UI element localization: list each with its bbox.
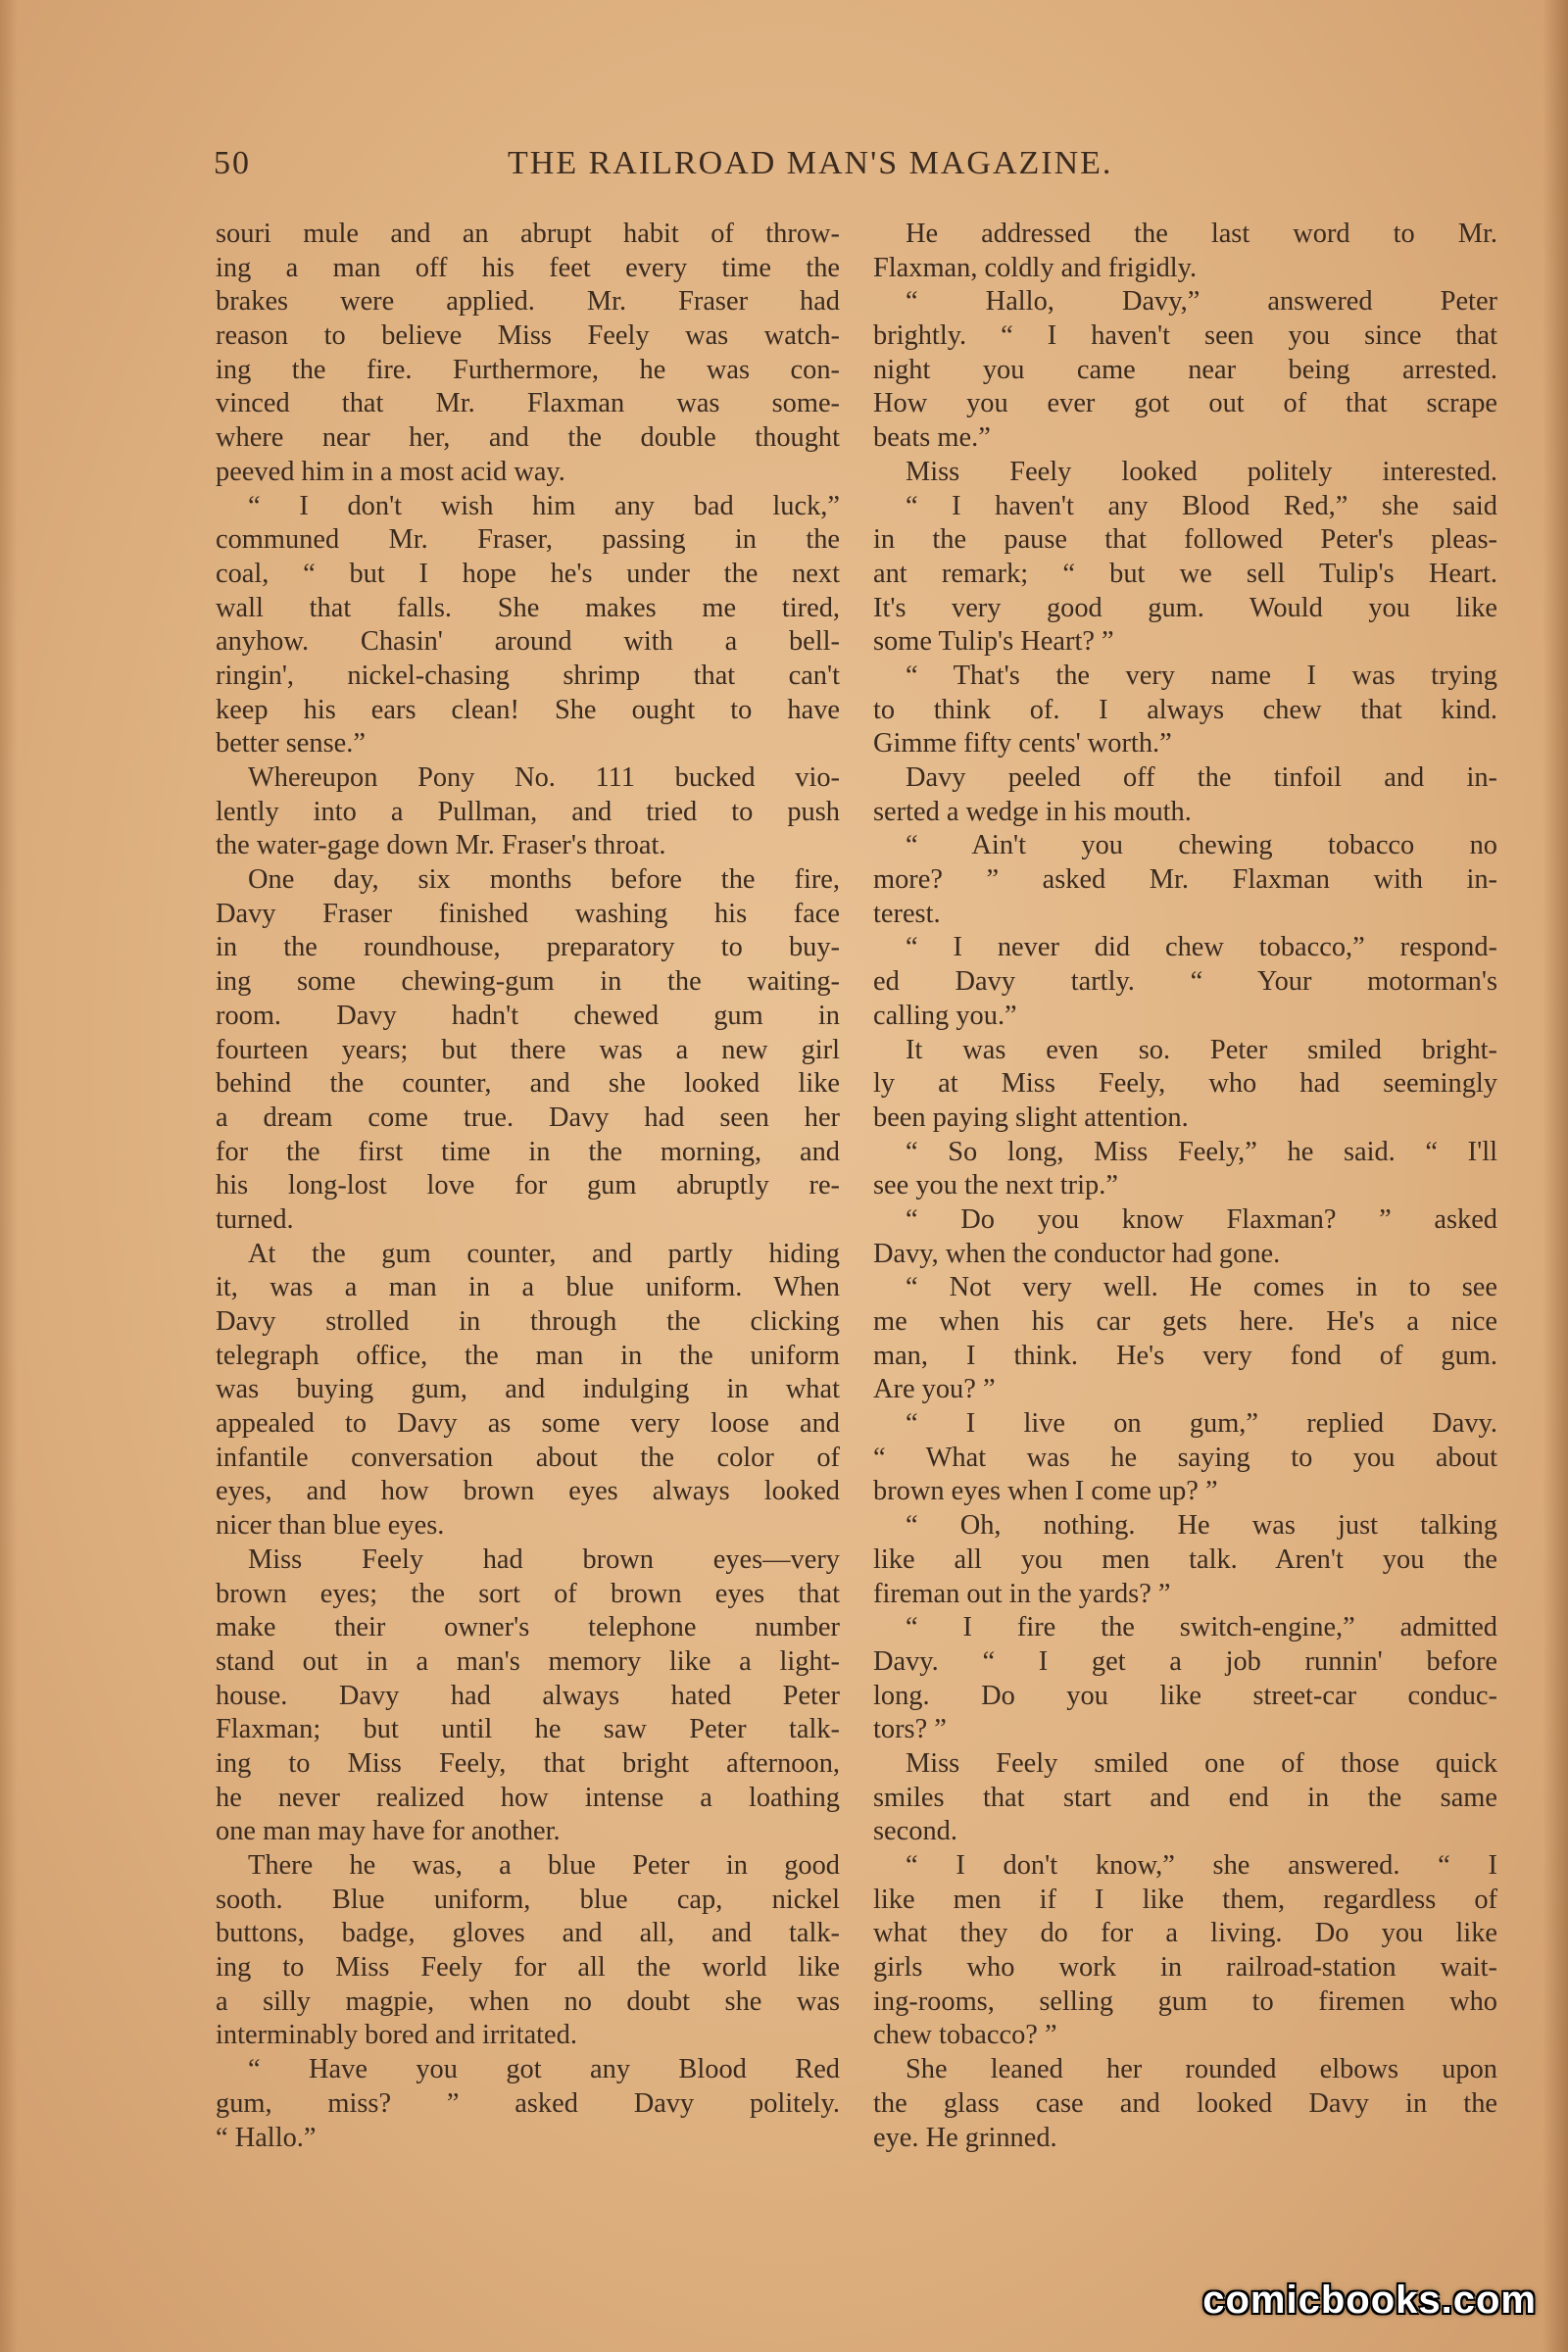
text-line: the glass case and looked Davy in the — [873, 2087, 1497, 2119]
right-text-column — [873, 218, 1497, 2155]
text-line: Davy Fraser finished washing his face — [216, 898, 840, 929]
text-line: chew tobacco? ” — [873, 2020, 1057, 2051]
page-edge-shadow-right — [1543, 0, 1568, 2352]
text-line: calling you.” — [873, 1000, 1017, 1031]
text-line: sooth. Blue uniform, blue cap, nickel — [216, 1884, 840, 1915]
text-line: eyes, and how brown eyes always looked — [216, 1476, 840, 1507]
text-line: what they do for a living. Do you like — [873, 1918, 1497, 1949]
text-line: Miss Feely looked politely interested. — [906, 456, 1497, 487]
text-line: brakes were applied. Mr. Fraser had — [216, 286, 840, 318]
text-line: me when his car gets here. He's a nice — [873, 1306, 1497, 1337]
text-line: gum, miss? ” asked Davy politely. — [216, 2087, 840, 2119]
text-line: ing-rooms, selling gum to firemen who — [873, 1985, 1497, 2017]
text-line: to think of. I always chew that kind. — [873, 694, 1497, 725]
text-line: behind the counter, and she looked like — [216, 1068, 840, 1100]
text-line: been paying slight attention. — [873, 1102, 1189, 1133]
text-line: “ I never did chew tobacco,” respond- — [906, 932, 1497, 963]
text-line: some Tulip's Heart? ” — [873, 626, 1114, 658]
text-line: Are you? ” — [873, 1374, 996, 1405]
text-line: At the gum counter, and partly hiding — [248, 1238, 840, 1269]
text-line: eye. He grinned. — [873, 2122, 1057, 2153]
text-line: make their owner's telephone number — [216, 1612, 840, 1643]
text-line: “ Ain't you chewing tobacco no — [906, 830, 1497, 861]
text-line: the water-gage down Mr. Fraser's throat. — [216, 830, 666, 861]
text-line: “ What was he saying to you about — [873, 1442, 1497, 1473]
text-line: reason to believe Miss Feely was watch- — [216, 320, 840, 352]
text-line: ringin', nickel-chasing shrimp that can't — [216, 660, 840, 691]
text-line: “ Hallo, Davy,” answered Peter — [906, 286, 1497, 318]
text-line: “ Do you know Flaxman? ” asked — [906, 1203, 1497, 1235]
text-line: one man may have for another. — [216, 1816, 561, 1847]
text-line: appealed to Davy as some very loose and — [216, 1408, 840, 1440]
text-line: brown eyes when I come up? ” — [873, 1476, 1218, 1507]
text-line: nicer than blue eyes. — [216, 1510, 445, 1542]
text-line: man, I think. He's very fond of gum. — [873, 1340, 1497, 1371]
text-line: It's very good gum. Would you like — [873, 592, 1497, 623]
text-line: telegraph office, the man in the uniform — [216, 1340, 840, 1371]
text-line: vinced that Mr. Flaxman was some- — [216, 388, 840, 419]
text-line: better sense.” — [216, 728, 366, 760]
text-line: She leaned her rounded elbows upon — [906, 2054, 1497, 2085]
text-line: like all you men talk. Aren't you the — [873, 1544, 1497, 1575]
text-line: see you the next trip.” — [873, 1170, 1118, 1201]
text-line: Davy peeled off the tinfoil and in- — [906, 762, 1497, 793]
text-line: Whereupon Pony No. 111 bucked vio- — [248, 762, 840, 793]
left-text-column — [216, 218, 840, 2155]
text-line: for the first time in the morning, and — [216, 1136, 840, 1167]
text-line: wall that falls. She makes me tired, — [216, 592, 840, 623]
text-line: keep his ears clean! She ought to have — [216, 694, 840, 725]
text-line: Davy strolled in through the clicking — [216, 1306, 840, 1337]
text-line: “ I fire the switch-engine,” admitted — [906, 1612, 1497, 1643]
text-line: where near her, and the double thought — [216, 422, 840, 454]
running-title: THE RAILROAD MAN'S MAGAZINE. — [508, 145, 1113, 181]
text-line: ing to Miss Feely, that bright afternoon, — [216, 1747, 840, 1779]
text-line: like men if I like them, regardless of — [873, 1884, 1497, 1915]
text-line: Gimme fifty cents' worth.” — [873, 728, 1172, 760]
page-edge-shadow-left — [0, 0, 18, 2352]
text-line: stand out in a man's memory like a light- — [216, 1645, 840, 1677]
text-line: house. Davy had always hated Peter — [216, 1680, 840, 1711]
text-line: beats me.” — [873, 422, 991, 454]
text-line: Flaxman; but until he saw Peter talk- — [216, 1714, 840, 1745]
text-line: Davy. “ I get a job runnin' before — [873, 1645, 1497, 1677]
text-line: Flaxman, coldly and frigidly. — [873, 252, 1198, 283]
text-line: coal, “ but I hope he's under the next — [216, 558, 840, 589]
text-line: in the roundhouse, preparatory to buy- — [216, 932, 840, 963]
text-line: “ I don't know,” she answered. “ I — [906, 1850, 1497, 1881]
text-line: smiles that start and end in the same — [873, 1782, 1497, 1813]
text-line: tors? ” — [873, 1714, 947, 1745]
text-line: ing the fire. Furthermore, he was con- — [216, 354, 840, 385]
text-line: turned. — [216, 1203, 294, 1235]
text-line: fourteen years; but there was a new girl — [216, 1034, 840, 1065]
text-line: “ Have you got any Blood Red — [248, 2054, 840, 2085]
text-line: ant remark; “ but we sell Tulip's Heart. — [873, 558, 1497, 589]
text-line: “ Oh, nothing. He was just talking — [906, 1510, 1497, 1542]
text-line: brightly. “ I haven't seen you since that — [873, 320, 1497, 352]
text-line: interminably bored and irritated. — [216, 2020, 577, 2051]
text-line: buttons, badge, gloves and all, and talk- — [216, 1918, 840, 1949]
text-line: There he was, a blue Peter in good — [248, 1850, 840, 1881]
text-line: his long-lost love for gum abruptly re- — [216, 1170, 840, 1201]
text-line: was buying gum, and indulging in what — [216, 1374, 840, 1405]
text-line: serted a wedge in his mouth. — [873, 796, 1192, 827]
text-line: Miss Feely had brown eyes—very — [248, 1544, 840, 1575]
text-line: second. — [873, 1816, 957, 1847]
text-line: more? ” asked Mr. Flaxman with in- — [873, 864, 1497, 896]
text-line: room. Davy hadn't chewed gum in — [216, 1000, 840, 1031]
text-line: ing some chewing-gum in the waiting- — [216, 966, 840, 998]
text-line: in the pause that followed Peter's pleas- — [873, 524, 1497, 556]
text-line: “ Not very well. He comes in to see — [906, 1272, 1497, 1303]
watermark-logo: comicbooks.com — [1202, 2278, 1537, 2322]
text-line: infantile conversation about the color of — [216, 1442, 840, 1473]
page-number: 50 — [214, 145, 251, 181]
text-line: brown eyes; the sort of brown eyes that — [216, 1578, 840, 1609]
text-line: anyhow. Chasin' around with a bell- — [216, 626, 840, 658]
text-line: it, was a man in a blue uniform. When — [216, 1272, 840, 1303]
text-line: ed Davy tartly. “ Your motorman's — [873, 966, 1497, 998]
text-line: How you ever got out of that scrape — [873, 388, 1497, 419]
text-line: peeved him in a most acid way. — [216, 456, 565, 487]
text-line: girls who work in railroad-station wait- — [873, 1952, 1497, 1984]
text-line: He addressed the last word to Mr. — [906, 219, 1497, 249]
text-line: long. Do you like street-car conduc- — [873, 1680, 1497, 1711]
text-line: communed Mr. Fraser, passing in the — [216, 524, 840, 556]
text-line: ing a man off his feet every time the — [216, 252, 840, 283]
text-line: “ That's the very name I was trying — [906, 660, 1497, 691]
text-line: Davy, when the conductor had gone. — [873, 1238, 1281, 1269]
text-line: ly at Miss Feely, who had seemingly — [873, 1068, 1497, 1100]
text-line: a silly magpie, when no doubt she was — [216, 1985, 840, 2017]
text-line: lently into a Pullman, and tried to push — [216, 796, 840, 827]
text-line: It was even so. Peter smiled bright- — [906, 1034, 1497, 1065]
text-line: “ I don't wish him any bad luck,” — [248, 490, 840, 521]
text-line: fireman out in the yards? ” — [873, 1578, 1171, 1609]
text-line: night you came near being arrested. — [873, 354, 1497, 385]
text-line: ing to Miss Feely for all the world like — [216, 1952, 840, 1984]
text-line: “ Hallo.” — [216, 2122, 317, 2153]
text-line: One day, six months before the fire, — [248, 864, 840, 896]
text-line: he never realized how intense a loathing — [216, 1782, 840, 1813]
text-line: Miss Feely smiled one of those quick — [906, 1747, 1497, 1779]
text-line: “ I haven't any Blood Red,” she said — [906, 490, 1497, 521]
text-line: a dream come true. Davy had seen her — [216, 1102, 840, 1133]
text-line: souri mule and an abrupt habit of throw- — [216, 219, 840, 249]
text-line: “ I live on gum,” replied Davy. — [906, 1408, 1497, 1440]
text-line: “ So long, Miss Feely,” he said. “ I'll — [906, 1136, 1497, 1167]
page-header — [214, 145, 1213, 194]
text-line: terest. — [873, 898, 941, 929]
